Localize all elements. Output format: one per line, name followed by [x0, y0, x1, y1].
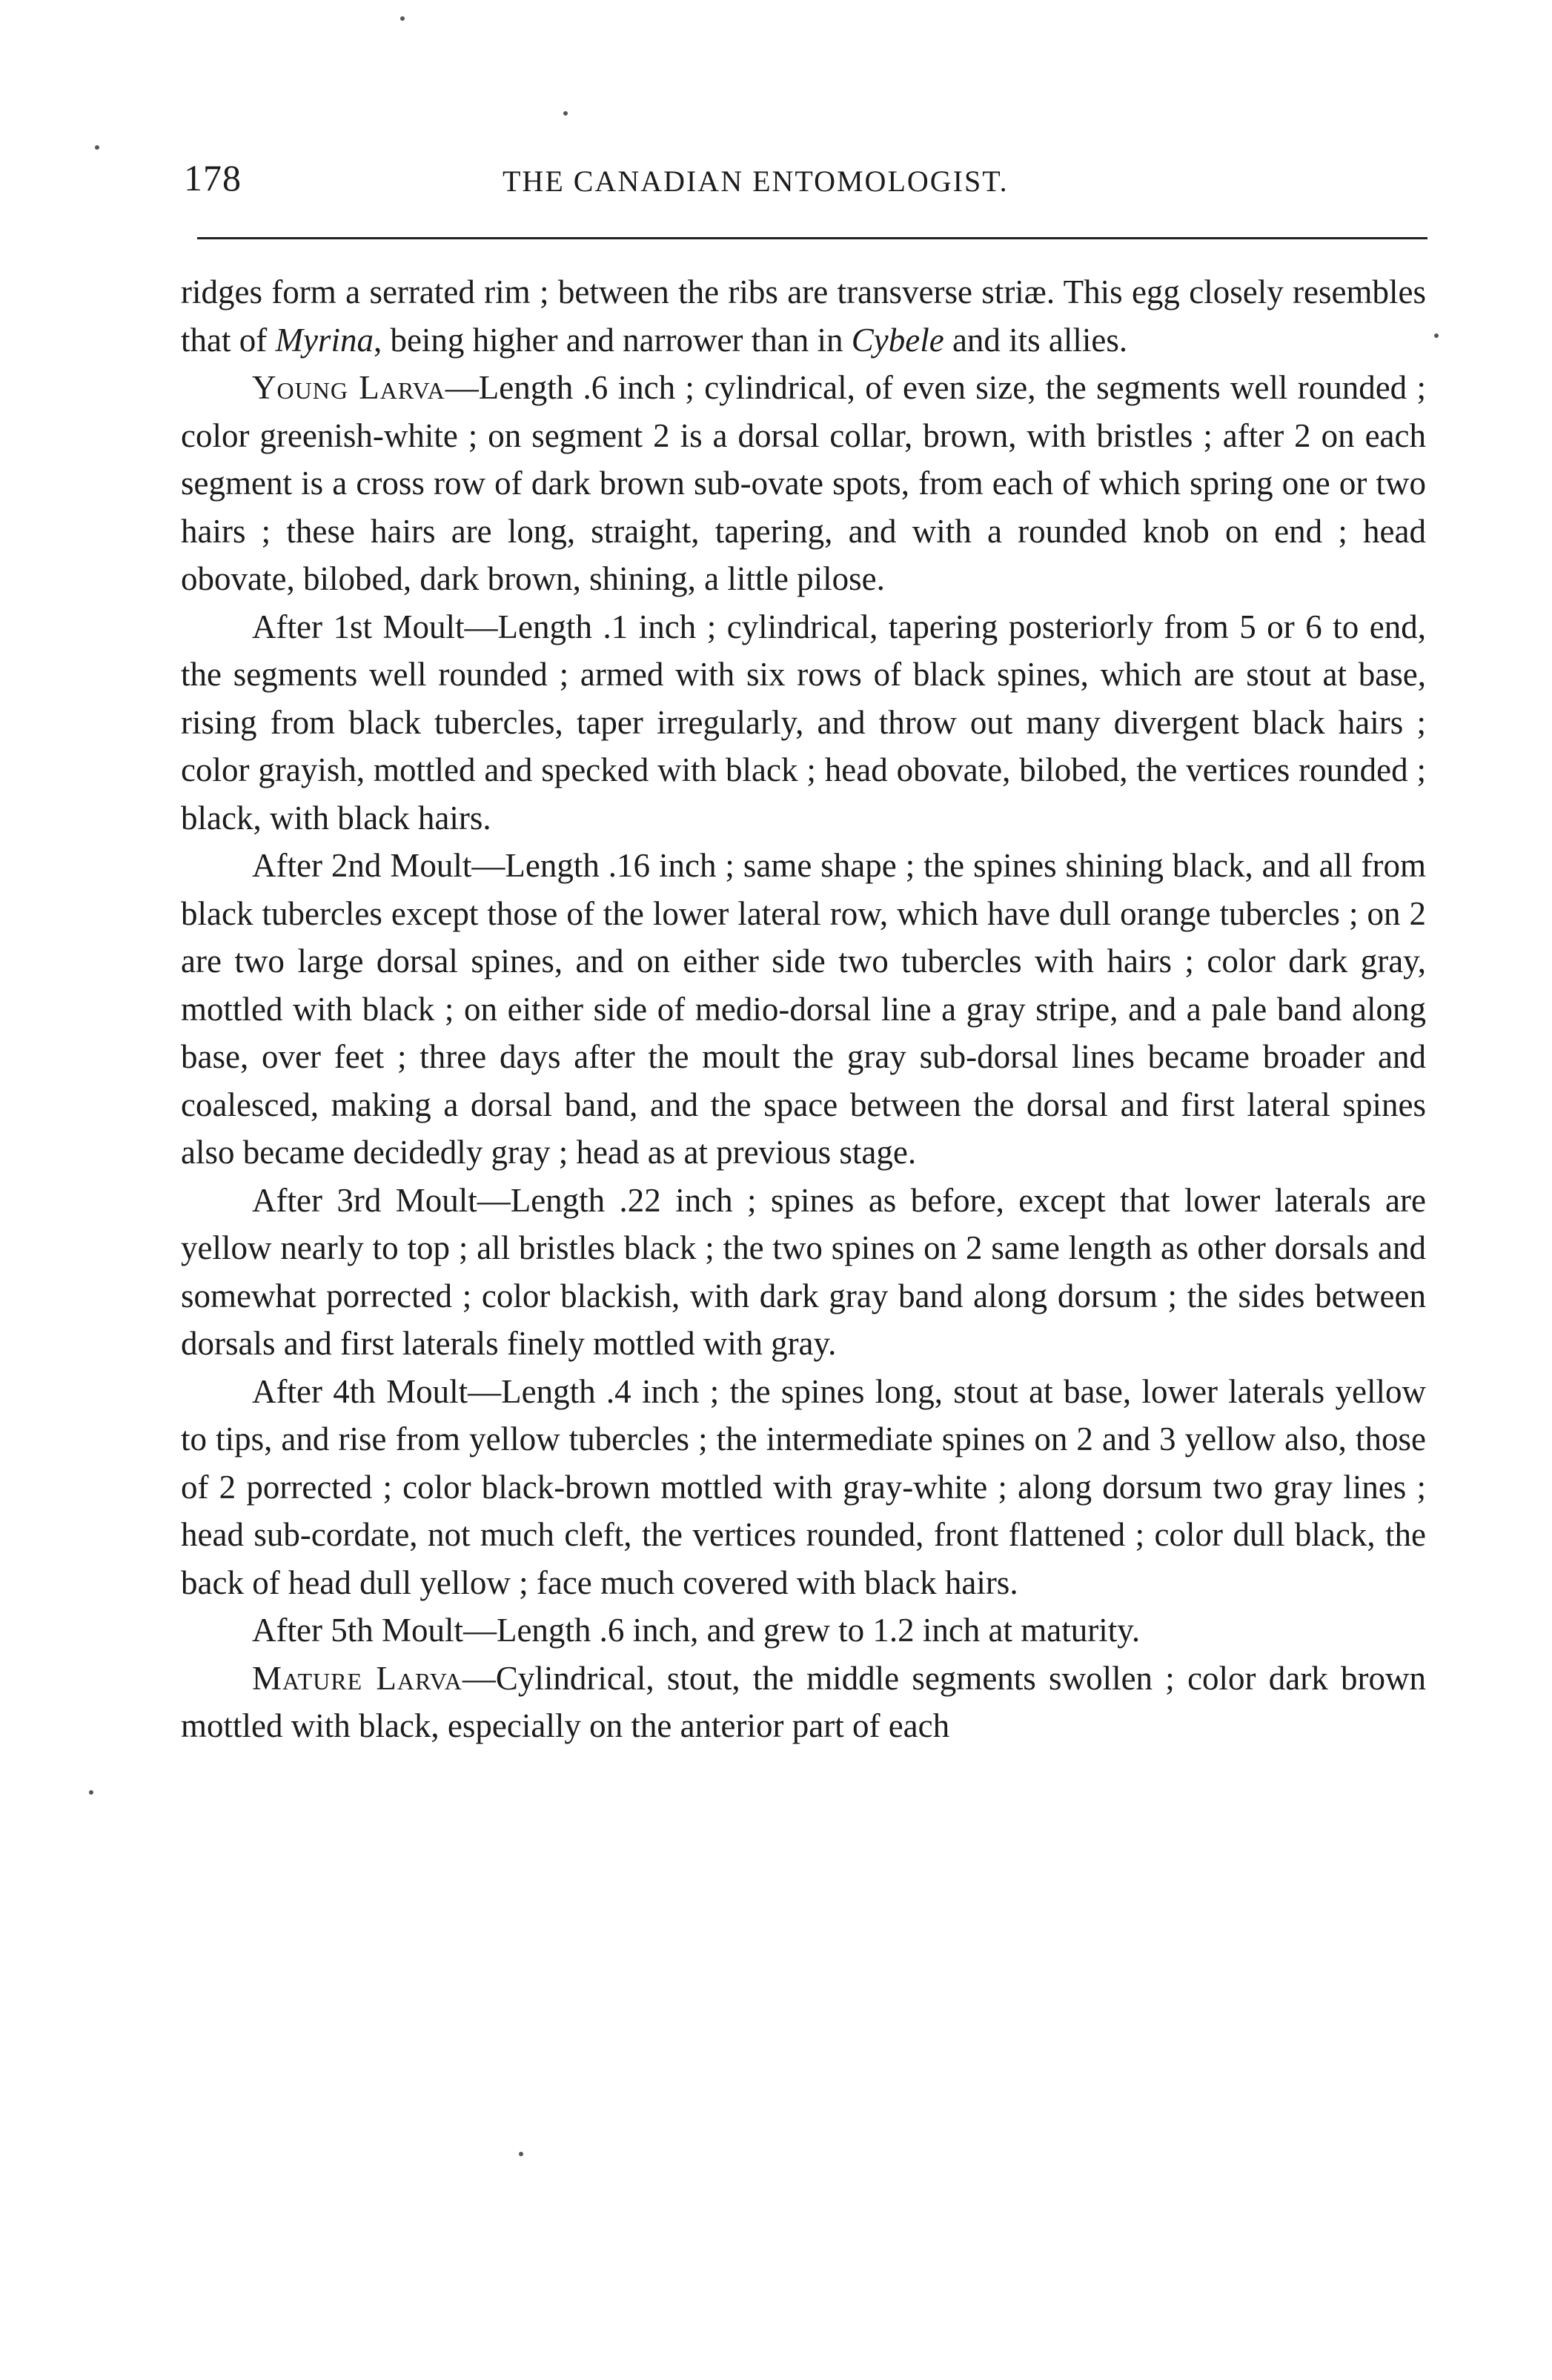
paragraph: [181, 268, 1426, 364]
paragraph: [181, 1368, 1426, 1607]
scan-speck: [519, 2152, 523, 2156]
text-run: After 3rd Moult—Length .22 inch ; spines as before, except that lower laterals are yellow nearly to top ; all bristles black ; the two spines on 2 same length as other dorsals and somewhat porrected ; color blackish, with dark gray band along dorsum ; the sides between dorsals and first laterals finely mottled with gray.: [181, 1181, 1426, 1362]
text-run: After 4th Moult—Length .4 inch ; the spines long, stout at base, lower laterals yellow to tips, and rise from yellow tubercles ; the intermediate spines on 2 and 3 yellow also, those of 2 porrected ; color black-brown mottled with gray-white ; along dorsum two gray lines ; head sub-cordate, not much cleft, the vertices rounded, front flattened ; color dull black, the back of head dull yellow ; face much covered with black hairs.: [181, 1372, 1426, 1601]
scan-speck: [89, 1790, 93, 1795]
text-run: After 2nd Moult—Length .16 inch ; same shape ; the spines shining black, and all from black tubercles except those of the lower lateral row, which have dull orange tubercles ; on 2 are two large dorsal spines, and on either side two tubercles with hairs ; color dark gray, mottled with black ; on either side of medio-dorsal line a gray stripe, and a pale band along base, over feet ; three days after the moult the gray sub-dorsal lines became broader and coalesced, making a dorsal band, and the space between the dorsal and first lateral spines also became decidedly gray ; head as at previous stage.: [181, 847, 1426, 1171]
scan-speck: [95, 145, 99, 150]
running-title: THE CANADIAN ENTOMOLOGIST.: [503, 164, 1009, 198]
paragraph: [181, 1177, 1426, 1368]
text-run: ridges form a serrated rim ; between the ribs are transverse striæ. This egg closely resembles that of: [181, 273, 1426, 359]
scan-speck: [1434, 333, 1439, 338]
text-run: and its allies.: [944, 321, 1128, 359]
page-header: [184, 157, 1430, 209]
paragraph: [181, 1655, 1426, 1750]
section-heading: Young Larva: [252, 369, 445, 406]
genus-name: Cybele: [851, 321, 944, 359]
text-run: , being higher and narrower than in: [373, 321, 852, 359]
genus-name: Myrina: [275, 321, 374, 359]
header-rule: [197, 237, 1427, 239]
text-run: —Length .6 inch ; cylindrical, of even size, the segments well rounded ; color greenish-white ; on segment 2 is a dorsal collar, brown, with bristles ; after 2 on each segment is a cross row of dark brown sub-ovate spots, from each of which spring one or two hairs ; these hairs are long, straight, tapering, and with a rounded knob on end ; head obovate, bilobed, dark brown, shining, a little pilose.: [181, 369, 1426, 597]
scan-speck: [563, 111, 568, 116]
paragraph: [181, 603, 1426, 842]
paragraph: [181, 1606, 1426, 1655]
section-heading: Mature Larva: [252, 1659, 462, 1697]
text-run: —Cylindrical, stout, the middle segments swollen ; color dark brown mottled with black, especially on the anterior part of each: [181, 1659, 1426, 1744]
text-run: After 5th Moult—Length .6 inch, and grew to 1.2 inch at maturity.: [252, 1612, 1141, 1649]
page-number: 178: [184, 157, 242, 199]
paragraph: [181, 842, 1426, 1177]
scan-speck: [400, 16, 405, 21]
body-text: [181, 268, 1426, 1750]
text-run: After 1st Moult—Length .1 inch ; cylindrical, tapering posteriorly from 5 or 6 to end, the segments well rounded ; armed with six rows of black spines, which are stout at base, rising from black tubercles, taper irregularly, and throw out many divergent black hairs ; color grayish, mottled and specked with black ; head obovate, bilobed, the vertices rounded ; black, with black hairs.: [181, 608, 1426, 837]
paragraph: [181, 364, 1426, 603]
